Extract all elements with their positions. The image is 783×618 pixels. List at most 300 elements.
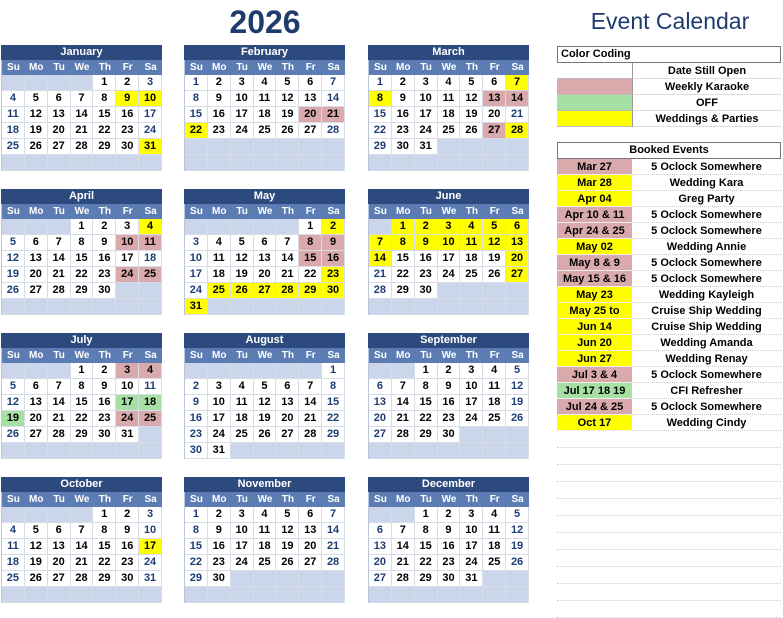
day-cell[interactable]: 27 bbox=[25, 283, 48, 299]
day-cell[interactable]: 5 bbox=[276, 507, 299, 523]
day-cell[interactable]: 24 bbox=[139, 123, 162, 139]
day-cell[interactable]: 22 bbox=[71, 267, 94, 283]
day-cell[interactable]: 14 bbox=[299, 395, 322, 411]
day-cell[interactable]: 19 bbox=[25, 123, 48, 139]
day-cell[interactable]: 3 bbox=[460, 363, 483, 379]
day-cell[interactable]: 28 bbox=[392, 427, 415, 443]
day-cell[interactable]: 5 bbox=[2, 379, 25, 395]
day-cell[interactable]: 3 bbox=[139, 75, 162, 91]
day-cell[interactable]: 2 bbox=[208, 75, 231, 91]
empty-event-row[interactable] bbox=[557, 584, 781, 601]
day-cell[interactable]: 15 bbox=[392, 251, 415, 267]
empty-event-row[interactable] bbox=[557, 567, 781, 584]
day-cell[interactable]: 4 bbox=[460, 219, 483, 235]
day-cell[interactable]: 12 bbox=[276, 523, 299, 539]
day-cell[interactable]: 1 bbox=[369, 75, 392, 91]
day-cell[interactable]: 22 bbox=[299, 267, 322, 283]
day-cell[interactable]: 30 bbox=[185, 443, 208, 459]
day-cell[interactable]: 12 bbox=[483, 235, 506, 251]
day-cell[interactable]: 26 bbox=[506, 411, 529, 427]
day-cell[interactable]: 17 bbox=[438, 251, 461, 267]
day-cell[interactable]: 31 bbox=[460, 571, 483, 587]
day-cell[interactable]: 17 bbox=[185, 267, 208, 283]
day-cell[interactable]: 26 bbox=[276, 555, 299, 571]
day-cell[interactable]: 5 bbox=[25, 523, 48, 539]
day-cell[interactable]: 22 bbox=[71, 411, 94, 427]
day-cell[interactable]: 20 bbox=[299, 107, 322, 123]
day-cell[interactable]: 15 bbox=[93, 107, 116, 123]
day-cell[interactable]: 18 bbox=[438, 107, 461, 123]
day-cell[interactable]: 21 bbox=[392, 555, 415, 571]
day-cell[interactable]: 30 bbox=[322, 283, 345, 299]
day-cell[interactable]: 25 bbox=[254, 555, 277, 571]
day-cell[interactable]: 7 bbox=[48, 235, 71, 251]
day-cell[interactable]: 13 bbox=[299, 523, 322, 539]
empty-event-row[interactable] bbox=[557, 533, 781, 550]
day-cell[interactable]: 30 bbox=[208, 571, 231, 587]
day-cell[interactable]: 27 bbox=[506, 267, 529, 283]
day-cell[interactable]: 15 bbox=[415, 539, 438, 555]
day-cell[interactable]: 15 bbox=[415, 395, 438, 411]
day-cell[interactable]: 25 bbox=[2, 139, 25, 155]
day-cell[interactable]: 3 bbox=[139, 507, 162, 523]
day-cell[interactable]: 18 bbox=[139, 395, 162, 411]
day-cell[interactable]: 31 bbox=[139, 139, 162, 155]
day-cell[interactable]: 23 bbox=[415, 267, 438, 283]
day-cell[interactable]: 25 bbox=[460, 267, 483, 283]
day-cell[interactable]: 10 bbox=[116, 379, 139, 395]
day-cell[interactable]: 3 bbox=[231, 507, 254, 523]
day-cell[interactable]: 29 bbox=[415, 427, 438, 443]
day-cell[interactable]: 23 bbox=[185, 427, 208, 443]
day-cell[interactable]: 8 bbox=[93, 91, 116, 107]
day-cell[interactable]: 6 bbox=[254, 235, 277, 251]
day-cell[interactable]: 17 bbox=[139, 107, 162, 123]
day-cell[interactable]: 17 bbox=[116, 251, 139, 267]
day-cell[interactable]: 20 bbox=[299, 539, 322, 555]
day-cell[interactable]: 16 bbox=[438, 539, 461, 555]
day-cell[interactable]: 10 bbox=[438, 235, 461, 251]
day-cell[interactable]: 4 bbox=[483, 507, 506, 523]
day-cell[interactable]: 31 bbox=[139, 571, 162, 587]
day-cell[interactable]: 30 bbox=[116, 139, 139, 155]
day-cell[interactable]: 10 bbox=[139, 91, 162, 107]
event-row[interactable] bbox=[557, 303, 781, 319]
day-cell[interactable]: 27 bbox=[299, 555, 322, 571]
day-cell[interactable]: 2 bbox=[438, 507, 461, 523]
day-cell[interactable]: 15 bbox=[71, 251, 94, 267]
day-cell[interactable]: 4 bbox=[2, 91, 25, 107]
day-cell[interactable]: 25 bbox=[139, 267, 162, 283]
day-cell[interactable]: 3 bbox=[460, 507, 483, 523]
event-row[interactable] bbox=[557, 175, 781, 191]
day-cell[interactable]: 19 bbox=[254, 411, 277, 427]
day-cell[interactable]: 8 bbox=[299, 235, 322, 251]
day-cell[interactable]: 14 bbox=[392, 395, 415, 411]
day-cell[interactable]: 10 bbox=[139, 523, 162, 539]
day-cell[interactable]: 19 bbox=[276, 539, 299, 555]
day-cell[interactable]: 27 bbox=[25, 427, 48, 443]
day-cell[interactable]: 7 bbox=[276, 235, 299, 251]
day-cell[interactable]: 25 bbox=[438, 123, 461, 139]
day-cell[interactable]: 28 bbox=[322, 123, 345, 139]
day-cell[interactable]: 28 bbox=[506, 123, 529, 139]
day-cell[interactable]: 5 bbox=[25, 91, 48, 107]
day-cell[interactable]: 11 bbox=[483, 379, 506, 395]
day-cell[interactable]: 27 bbox=[299, 123, 322, 139]
day-cell[interactable]: 3 bbox=[208, 379, 231, 395]
day-cell[interactable]: 13 bbox=[506, 235, 529, 251]
day-cell[interactable]: 21 bbox=[276, 267, 299, 283]
day-cell[interactable]: 6 bbox=[25, 379, 48, 395]
day-cell[interactable]: 14 bbox=[276, 251, 299, 267]
day-cell[interactable]: 29 bbox=[369, 139, 392, 155]
day-cell[interactable]: 1 bbox=[392, 219, 415, 235]
day-cell[interactable]: 18 bbox=[460, 251, 483, 267]
day-cell[interactable]: 14 bbox=[392, 539, 415, 555]
day-cell[interactable]: 30 bbox=[392, 139, 415, 155]
day-cell[interactable]: 8 bbox=[93, 523, 116, 539]
day-cell[interactable]: 24 bbox=[116, 411, 139, 427]
day-cell[interactable]: 29 bbox=[299, 283, 322, 299]
empty-event-row[interactable] bbox=[557, 431, 781, 448]
day-cell[interactable]: 13 bbox=[48, 539, 71, 555]
day-cell[interactable]: 28 bbox=[71, 571, 94, 587]
day-cell[interactable]: 24 bbox=[415, 123, 438, 139]
day-cell[interactable]: 30 bbox=[438, 571, 461, 587]
day-cell[interactable]: 8 bbox=[185, 523, 208, 539]
day-cell[interactable]: 24 bbox=[139, 555, 162, 571]
day-cell[interactable]: 11 bbox=[139, 235, 162, 251]
day-cell[interactable]: 19 bbox=[231, 267, 254, 283]
day-cell[interactable]: 11 bbox=[208, 251, 231, 267]
day-cell[interactable]: 24 bbox=[231, 555, 254, 571]
day-cell[interactable]: 6 bbox=[483, 75, 506, 91]
day-cell[interactable]: 3 bbox=[185, 235, 208, 251]
day-cell[interactable]: 6 bbox=[369, 523, 392, 539]
day-cell[interactable]: 10 bbox=[208, 395, 231, 411]
day-cell[interactable]: 6 bbox=[299, 75, 322, 91]
day-cell[interactable]: 3 bbox=[231, 75, 254, 91]
day-cell[interactable]: 17 bbox=[231, 539, 254, 555]
day-cell[interactable]: 14 bbox=[48, 251, 71, 267]
day-cell[interactable]: 14 bbox=[71, 539, 94, 555]
day-cell[interactable]: 4 bbox=[483, 363, 506, 379]
day-cell[interactable]: 10 bbox=[231, 523, 254, 539]
day-cell[interactable]: 23 bbox=[208, 555, 231, 571]
day-cell[interactable]: 14 bbox=[322, 523, 345, 539]
empty-event-row[interactable] bbox=[557, 482, 781, 499]
day-cell[interactable]: 16 bbox=[116, 539, 139, 555]
day-cell[interactable]: 13 bbox=[25, 395, 48, 411]
day-cell[interactable]: 1 bbox=[185, 507, 208, 523]
day-cell[interactable]: 12 bbox=[506, 379, 529, 395]
day-cell[interactable]: 12 bbox=[506, 523, 529, 539]
day-cell[interactable]: 21 bbox=[48, 411, 71, 427]
day-cell[interactable]: 29 bbox=[71, 283, 94, 299]
day-cell[interactable]: 31 bbox=[415, 139, 438, 155]
day-cell[interactable]: 20 bbox=[369, 411, 392, 427]
day-cell[interactable]: 20 bbox=[369, 555, 392, 571]
day-cell[interactable]: 23 bbox=[93, 411, 116, 427]
day-cell[interactable]: 13 bbox=[254, 251, 277, 267]
day-cell[interactable]: 29 bbox=[93, 571, 116, 587]
day-cell[interactable]: 29 bbox=[185, 571, 208, 587]
event-row[interactable] bbox=[557, 207, 781, 223]
day-cell[interactable]: 21 bbox=[299, 411, 322, 427]
day-cell[interactable]: 18 bbox=[139, 251, 162, 267]
day-cell[interactable]: 9 bbox=[438, 523, 461, 539]
event-row[interactable] bbox=[557, 351, 781, 367]
day-cell[interactable]: 25 bbox=[139, 411, 162, 427]
day-cell[interactable]: 11 bbox=[2, 539, 25, 555]
day-cell[interactable]: 1 bbox=[93, 507, 116, 523]
day-cell[interactable]: 12 bbox=[25, 107, 48, 123]
day-cell[interactable]: 7 bbox=[71, 91, 94, 107]
day-cell[interactable]: 28 bbox=[392, 571, 415, 587]
day-cell[interactable]: 25 bbox=[483, 411, 506, 427]
day-cell[interactable]: 7 bbox=[322, 507, 345, 523]
day-cell[interactable]: 4 bbox=[208, 235, 231, 251]
day-cell[interactable]: 15 bbox=[185, 107, 208, 123]
day-cell[interactable]: 1 bbox=[93, 75, 116, 91]
day-cell[interactable]: 11 bbox=[2, 107, 25, 123]
day-cell[interactable]: 30 bbox=[93, 283, 116, 299]
day-cell[interactable]: 21 bbox=[392, 411, 415, 427]
day-cell[interactable]: 18 bbox=[254, 107, 277, 123]
day-cell[interactable]: 24 bbox=[208, 427, 231, 443]
day-cell[interactable]: 27 bbox=[254, 283, 277, 299]
day-cell[interactable]: 9 bbox=[322, 235, 345, 251]
day-cell[interactable]: 8 bbox=[185, 91, 208, 107]
day-cell[interactable]: 15 bbox=[93, 539, 116, 555]
day-cell[interactable]: 26 bbox=[276, 123, 299, 139]
day-cell[interactable]: 19 bbox=[2, 411, 25, 427]
day-cell[interactable]: 2 bbox=[208, 507, 231, 523]
day-cell[interactable]: 3 bbox=[415, 75, 438, 91]
day-cell[interactable]: 26 bbox=[25, 139, 48, 155]
day-cell[interactable]: 3 bbox=[116, 219, 139, 235]
day-cell[interactable]: 9 bbox=[116, 91, 139, 107]
empty-event-row[interactable] bbox=[557, 499, 781, 516]
day-cell[interactable]: 1 bbox=[322, 363, 345, 379]
day-cell[interactable]: 20 bbox=[25, 411, 48, 427]
day-cell[interactable]: 26 bbox=[483, 267, 506, 283]
day-cell[interactable]: 10 bbox=[460, 379, 483, 395]
day-cell[interactable]: 5 bbox=[506, 363, 529, 379]
empty-event-row[interactable] bbox=[557, 516, 781, 533]
day-cell[interactable]: 23 bbox=[322, 267, 345, 283]
day-cell[interactable]: 2 bbox=[392, 75, 415, 91]
day-cell[interactable]: 8 bbox=[71, 379, 94, 395]
day-cell[interactable]: 15 bbox=[369, 107, 392, 123]
day-cell[interactable]: 24 bbox=[460, 555, 483, 571]
day-cell[interactable]: 12 bbox=[2, 251, 25, 267]
day-cell[interactable]: 7 bbox=[392, 379, 415, 395]
day-cell[interactable]: 11 bbox=[483, 523, 506, 539]
day-cell[interactable]: 25 bbox=[483, 555, 506, 571]
day-cell[interactable]: 21 bbox=[71, 555, 94, 571]
day-cell[interactable]: 11 bbox=[254, 523, 277, 539]
day-cell[interactable]: 27 bbox=[276, 427, 299, 443]
day-cell[interactable]: 22 bbox=[93, 123, 116, 139]
day-cell[interactable]: 13 bbox=[25, 251, 48, 267]
day-cell[interactable]: 9 bbox=[438, 379, 461, 395]
day-cell[interactable]: 7 bbox=[392, 523, 415, 539]
day-cell[interactable]: 30 bbox=[438, 427, 461, 443]
day-cell[interactable]: 5 bbox=[254, 379, 277, 395]
day-cell[interactable]: 7 bbox=[322, 75, 345, 91]
day-cell[interactable]: 24 bbox=[185, 283, 208, 299]
day-cell[interactable]: 21 bbox=[48, 267, 71, 283]
day-cell[interactable]: 14 bbox=[369, 251, 392, 267]
day-cell[interactable]: 6 bbox=[276, 379, 299, 395]
day-cell[interactable]: 1 bbox=[299, 219, 322, 235]
day-cell[interactable]: 27 bbox=[48, 571, 71, 587]
event-row[interactable] bbox=[557, 239, 781, 255]
day-cell[interactable]: 23 bbox=[438, 411, 461, 427]
day-cell[interactable]: 21 bbox=[506, 107, 529, 123]
day-cell[interactable]: 17 bbox=[460, 539, 483, 555]
day-cell[interactable]: 4 bbox=[438, 75, 461, 91]
day-cell[interactable]: 9 bbox=[93, 379, 116, 395]
day-cell[interactable]: 9 bbox=[208, 523, 231, 539]
day-cell[interactable]: 20 bbox=[254, 267, 277, 283]
day-cell[interactable]: 2 bbox=[185, 379, 208, 395]
day-cell[interactable]: 23 bbox=[392, 123, 415, 139]
day-cell[interactable]: 24 bbox=[460, 411, 483, 427]
day-cell[interactable]: 19 bbox=[506, 539, 529, 555]
day-cell[interactable]: 25 bbox=[231, 427, 254, 443]
day-cell[interactable]: 12 bbox=[231, 251, 254, 267]
day-cell[interactable]: 17 bbox=[460, 395, 483, 411]
day-cell[interactable]: 23 bbox=[438, 555, 461, 571]
event-row[interactable] bbox=[557, 159, 781, 175]
day-cell[interactable]: 14 bbox=[71, 107, 94, 123]
day-cell[interactable]: 10 bbox=[460, 523, 483, 539]
event-row[interactable] bbox=[557, 335, 781, 351]
day-cell[interactable]: 11 bbox=[438, 91, 461, 107]
day-cell[interactable]: 7 bbox=[48, 379, 71, 395]
day-cell[interactable]: 23 bbox=[93, 267, 116, 283]
day-cell[interactable]: 19 bbox=[483, 251, 506, 267]
day-cell[interactable]: 28 bbox=[48, 283, 71, 299]
day-cell[interactable]: 8 bbox=[392, 235, 415, 251]
day-cell[interactable]: 13 bbox=[369, 539, 392, 555]
day-cell[interactable]: 18 bbox=[2, 555, 25, 571]
event-row[interactable] bbox=[557, 367, 781, 383]
day-cell[interactable]: 21 bbox=[71, 123, 94, 139]
day-cell[interactable]: 28 bbox=[322, 555, 345, 571]
day-cell[interactable]: 10 bbox=[185, 251, 208, 267]
day-cell[interactable]: 2 bbox=[93, 363, 116, 379]
day-cell[interactable]: 26 bbox=[506, 555, 529, 571]
event-row[interactable] bbox=[557, 319, 781, 335]
day-cell[interactable]: 16 bbox=[208, 107, 231, 123]
day-cell[interactable]: 17 bbox=[139, 539, 162, 555]
day-cell[interactable]: 29 bbox=[415, 571, 438, 587]
day-cell[interactable]: 16 bbox=[93, 395, 116, 411]
day-cell[interactable]: 5 bbox=[276, 75, 299, 91]
day-cell[interactable]: 26 bbox=[2, 427, 25, 443]
day-cell[interactable]: 27 bbox=[369, 427, 392, 443]
day-cell[interactable]: 10 bbox=[231, 91, 254, 107]
day-cell[interactable]: 15 bbox=[185, 539, 208, 555]
day-cell[interactable]: 7 bbox=[506, 75, 529, 91]
day-cell[interactable]: 16 bbox=[116, 107, 139, 123]
day-cell[interactable]: 20 bbox=[276, 411, 299, 427]
day-cell[interactable]: 15 bbox=[299, 251, 322, 267]
day-cell[interactable]: 5 bbox=[2, 235, 25, 251]
day-cell[interactable]: 7 bbox=[71, 523, 94, 539]
day-cell[interactable]: 20 bbox=[48, 123, 71, 139]
day-cell[interactable]: 13 bbox=[299, 91, 322, 107]
day-cell[interactable]: 6 bbox=[25, 235, 48, 251]
day-cell[interactable]: 16 bbox=[208, 539, 231, 555]
day-cell[interactable]: 23 bbox=[116, 123, 139, 139]
day-cell[interactable]: 19 bbox=[25, 555, 48, 571]
day-cell[interactable]: 27 bbox=[483, 123, 506, 139]
day-cell[interactable]: 5 bbox=[483, 219, 506, 235]
day-cell[interactable]: 4 bbox=[139, 363, 162, 379]
event-row[interactable] bbox=[557, 191, 781, 207]
day-cell[interactable]: 2 bbox=[116, 507, 139, 523]
day-cell[interactable]: 6 bbox=[369, 379, 392, 395]
day-cell[interactable]: 8 bbox=[415, 523, 438, 539]
day-cell[interactable]: 22 bbox=[415, 555, 438, 571]
day-cell[interactable]: 20 bbox=[48, 555, 71, 571]
day-cell[interactable]: 17 bbox=[208, 411, 231, 427]
day-cell[interactable]: 26 bbox=[254, 427, 277, 443]
day-cell[interactable]: 24 bbox=[231, 123, 254, 139]
empty-event-row[interactable] bbox=[557, 448, 781, 465]
day-cell[interactable]: 28 bbox=[71, 139, 94, 155]
day-cell[interactable]: 17 bbox=[116, 395, 139, 411]
day-cell[interactable]: 31 bbox=[116, 427, 139, 443]
event-row[interactable] bbox=[557, 399, 781, 415]
day-cell[interactable]: 9 bbox=[185, 395, 208, 411]
day-cell[interactable]: 25 bbox=[208, 283, 231, 299]
empty-event-row[interactable] bbox=[557, 550, 781, 567]
day-cell[interactable]: 26 bbox=[2, 283, 25, 299]
day-cell[interactable]: 3 bbox=[116, 363, 139, 379]
day-cell[interactable]: 13 bbox=[369, 395, 392, 411]
day-cell[interactable]: 29 bbox=[392, 283, 415, 299]
day-cell[interactable]: 31 bbox=[208, 443, 231, 459]
empty-event-row[interactable] bbox=[557, 601, 781, 618]
day-cell[interactable]: 18 bbox=[208, 267, 231, 283]
day-cell[interactable]: 18 bbox=[231, 411, 254, 427]
day-cell[interactable]: 28 bbox=[48, 427, 71, 443]
day-cell[interactable]: 13 bbox=[483, 91, 506, 107]
day-cell[interactable]: 29 bbox=[71, 427, 94, 443]
day-cell[interactable]: 21 bbox=[322, 107, 345, 123]
day-cell[interactable]: 22 bbox=[322, 411, 345, 427]
day-cell[interactable]: 11 bbox=[254, 91, 277, 107]
day-cell[interactable]: 22 bbox=[392, 267, 415, 283]
day-cell[interactable]: 22 bbox=[415, 411, 438, 427]
day-cell[interactable]: 1 bbox=[185, 75, 208, 91]
day-cell[interactable]: 16 bbox=[93, 251, 116, 267]
day-cell[interactable]: 13 bbox=[48, 107, 71, 123]
day-cell[interactable]: 20 bbox=[25, 267, 48, 283]
day-cell[interactable]: 8 bbox=[322, 379, 345, 395]
day-cell[interactable]: 6 bbox=[299, 507, 322, 523]
day-cell[interactable]: 6 bbox=[506, 219, 529, 235]
event-row[interactable] bbox=[557, 383, 781, 399]
day-cell[interactable]: 28 bbox=[276, 283, 299, 299]
day-cell[interactable]: 14 bbox=[322, 91, 345, 107]
